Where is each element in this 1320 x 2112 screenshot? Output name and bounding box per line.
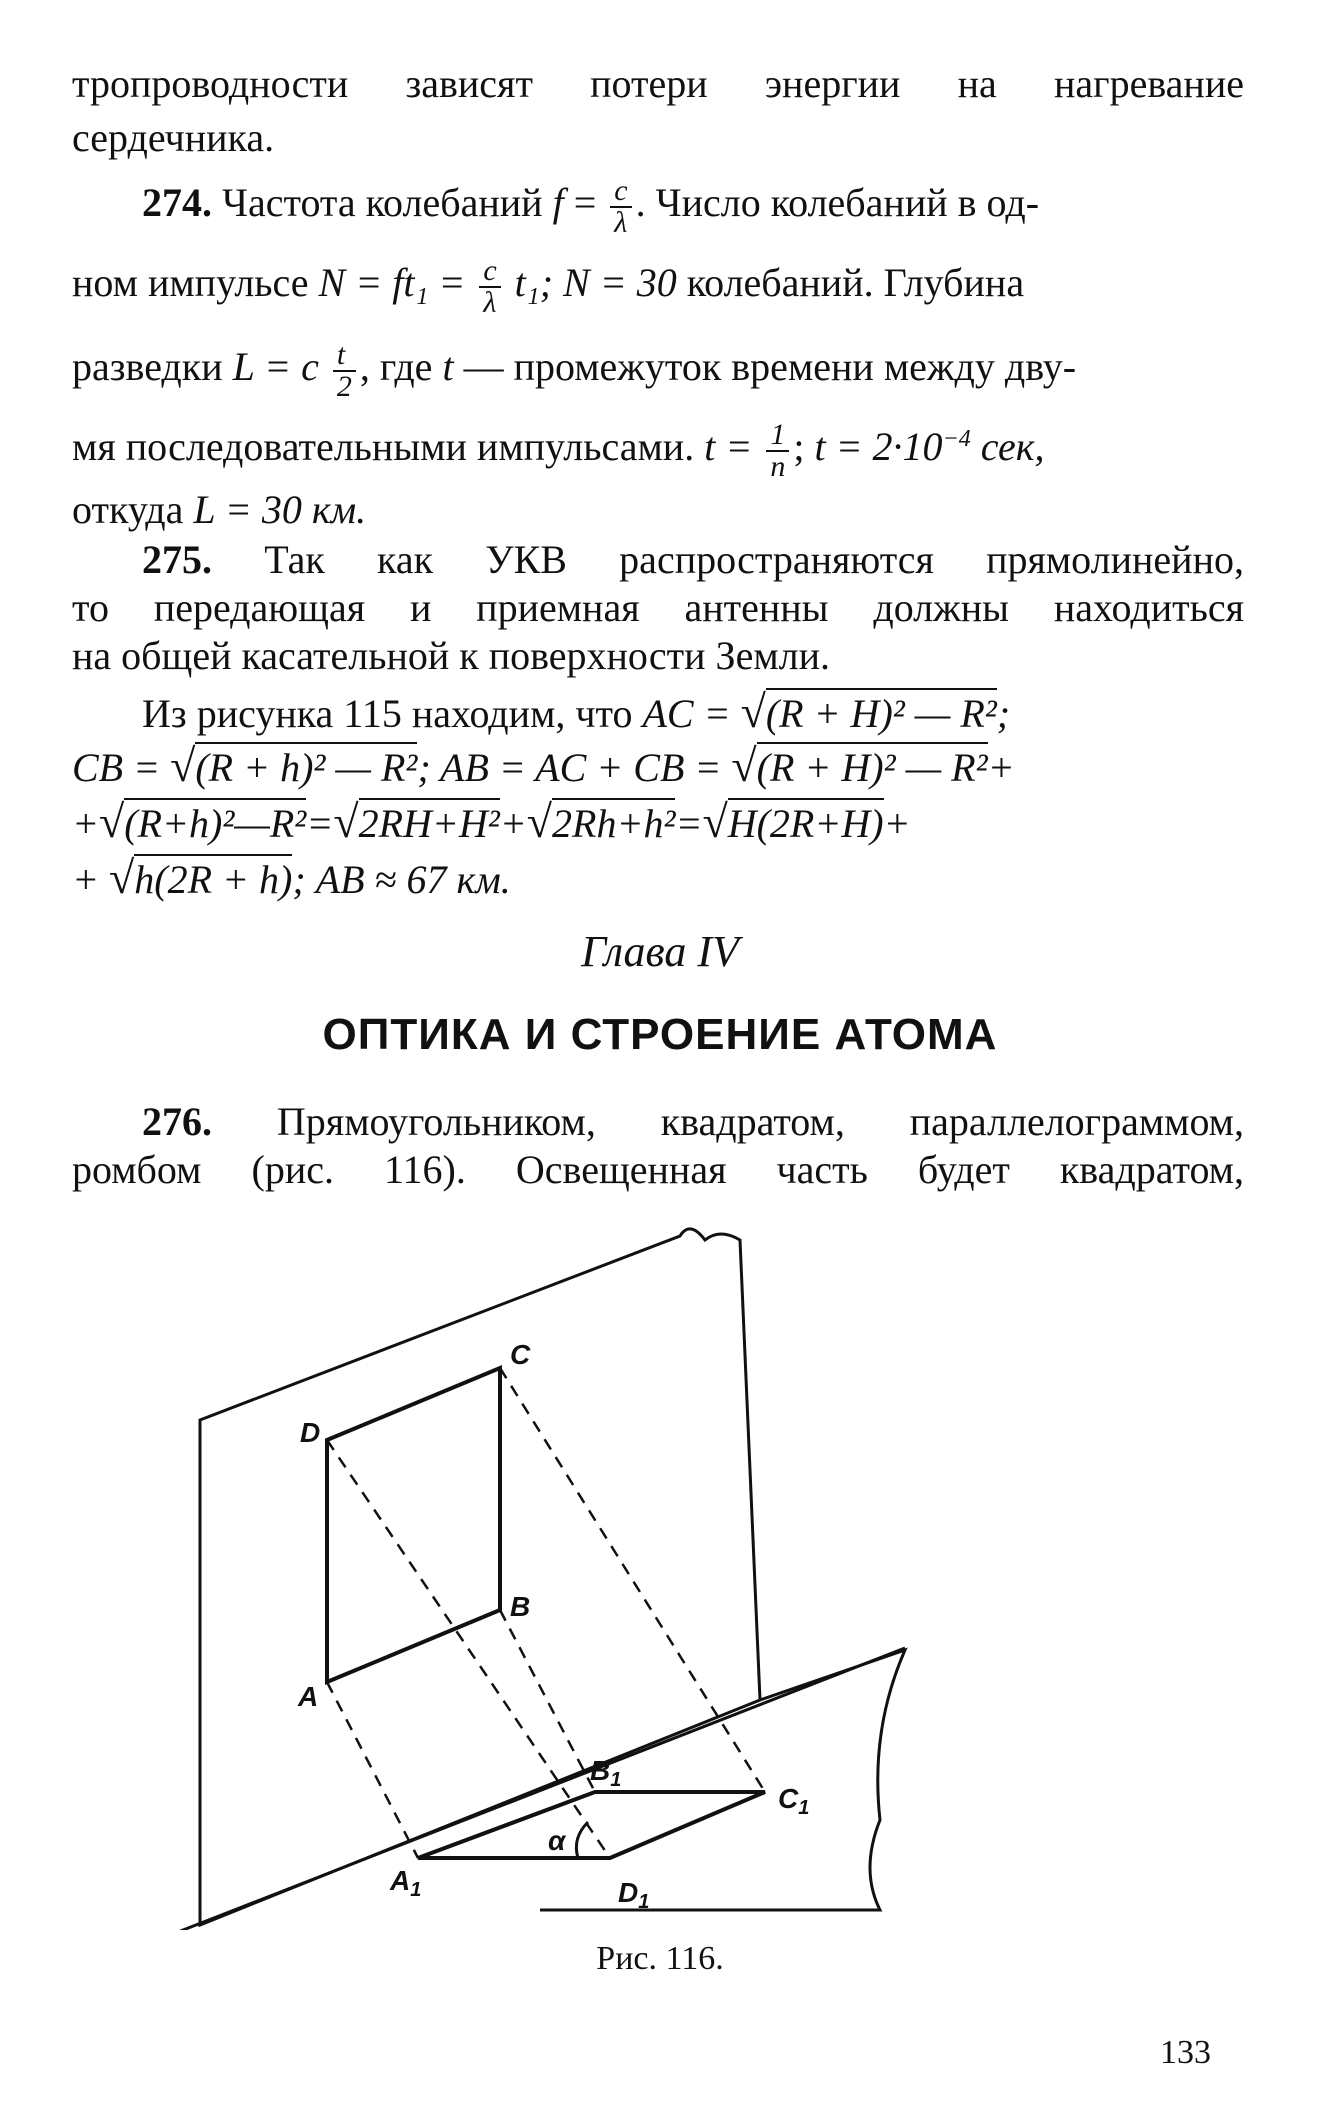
text: Так как УКВ распространяются прямолинейно, <box>264 537 1244 582</box>
formula: + <box>72 857 99 902</box>
formula: + <box>72 801 99 846</box>
text: мя последовательными импульсами. <box>72 424 695 470</box>
formula: ; <box>996 691 1011 736</box>
problem-274-line-3 <box>72 340 1244 402</box>
vertical-plane <box>200 1229 760 1925</box>
page-number: 133 <box>1160 2034 1211 2071</box>
formula: CB = <box>72 745 161 790</box>
formula: f <box>552 180 564 226</box>
formula: N <box>318 260 346 306</box>
problem-274-line-5 <box>72 484 1244 536</box>
radicand: (R + H)² — R² <box>766 688 997 736</box>
text: Из рисунка 115 находим, что <box>142 691 633 736</box>
angle-arc <box>576 1822 588 1858</box>
problem-276-line-2: ромбом (рис. 116). Освещенная часть будет квадратом, <box>72 1147 1244 1192</box>
chapter-title: ОПТИКА И СТРОЕНИЕ АТОМА <box>322 1010 998 1059</box>
text: . Число колебаний в од- <box>635 180 1040 226</box>
problem-275-line-1 <box>142 534 1244 586</box>
problem-number: 276. <box>142 1099 212 1144</box>
formula: AC = <box>642 691 731 736</box>
formula: = <box>675 801 703 846</box>
shadow-a1b1c1d1 <box>418 1792 765 1858</box>
formula: = <box>306 801 334 846</box>
fraction-t-2: $\frac{t}{2}$ <box>333 340 356 402</box>
problem-number: 274. <box>142 180 212 226</box>
text: колебаний. Глубина <box>686 260 1025 306</box>
text: ; <box>793 424 805 470</box>
problem-number: 275. <box>142 537 212 582</box>
formula: ; <box>292 857 306 902</box>
fraction-c-lambda: $\frac{c}{\lambda}$ <box>610 176 631 238</box>
formula: = <box>573 180 597 226</box>
radicand: h(2R + h) <box>134 854 292 902</box>
radicand: (R + h)² — R² <box>195 742 417 790</box>
problem-275-line-5: CB = √(R + h)² — R²; AB = AC + CB = √(R + H)² — R²+ <box>72 740 1015 791</box>
exponent: −4 <box>942 425 971 452</box>
chapter-heading: Глава IV <box>581 927 739 976</box>
rectangle-abcd <box>327 1368 500 1682</box>
problem-275-line-4: Из рисунка 115 находим, что AC = √(R + H)² — R²; <box>142 686 1011 737</box>
label-alpha: α <box>548 1825 566 1856</box>
radicand: (R + H)² — R² <box>757 742 988 790</box>
text-line: сердечника. <box>72 115 275 160</box>
label-a1: $A_1$ <box>390 1865 422 1901</box>
label-d1: $D_1$ <box>618 1877 650 1913</box>
problem-274-line-2 <box>72 256 1244 318</box>
text: Прямоугольником, квадратом, параллелограммом, <box>276 1099 1244 1144</box>
label-d: D <box>300 1417 321 1448</box>
text: , где <box>359 344 433 390</box>
formula: AB ≈ 67 <box>315 857 447 902</box>
unit: км. <box>456 857 511 902</box>
problem-274-line-1 <box>142 176 1244 238</box>
formula: = ft₁ = <box>355 260 466 306</box>
figure-116 <box>0 1210 1320 1930</box>
unit: сек, <box>980 424 1045 470</box>
fraction-1-n: $\frac{1}{n}$ <box>766 420 789 482</box>
formula: ; AB = AC + CB = <box>417 745 722 790</box>
text: Частота колебаний <box>222 180 543 226</box>
label-c: C <box>510 1339 531 1370</box>
radicand: 2RH+H² <box>359 798 500 846</box>
unit: км. <box>311 487 367 532</box>
formula: t = 2·10 <box>814 424 943 470</box>
text: разведки <box>72 344 223 390</box>
radicand: 2Rh+h² <box>552 798 675 846</box>
problem-275-line-7: + √h(2R + h); AB ≈ 67 км. <box>72 852 511 903</box>
formula: + <box>883 801 911 846</box>
label-b1: $B_1$ <box>590 1755 622 1791</box>
fraction-c-lambda: $\frac{c}{\lambda}$ <box>479 256 500 318</box>
problem-275-line-6: +√(R+h)²—R²=√2RH+H²+√2Rh+h²=√H(2R+H)+ <box>72 796 911 847</box>
text: откуда <box>72 487 184 532</box>
formula: t₁; <box>514 260 554 306</box>
label-b: B <box>510 1591 531 1622</box>
formula: N = 30 <box>563 260 677 306</box>
radicand: (R+h)²—R² <box>124 798 306 846</box>
formula: t = <box>704 424 753 470</box>
formula: L = 30 <box>193 487 302 532</box>
formula: + <box>987 745 1015 790</box>
text: ном импульсе <box>72 260 309 306</box>
problem-274-line-4 <box>72 420 1244 482</box>
text-line: тропроводности зависят потери энергии на нагревание <box>72 61 1244 106</box>
problem-276-line-1 <box>142 1096 1244 1148</box>
label-c1: $C_1$ <box>778 1783 810 1819</box>
figure-caption: Рис. 116. <box>596 1940 724 1977</box>
problem-275-line-3: на общей касательной к поверхности Земли. <box>72 633 831 678</box>
label-a: A <box>298 1681 319 1712</box>
formula: t <box>442 344 454 390</box>
problem-275-line-2: то передающая и приемная антенны должны находиться <box>72 585 1244 630</box>
formula: L = c <box>232 344 319 390</box>
radicand: H(2R+H) <box>728 798 884 846</box>
text: — промежуток времени между дву- <box>463 344 1077 390</box>
formula: + <box>499 801 527 846</box>
